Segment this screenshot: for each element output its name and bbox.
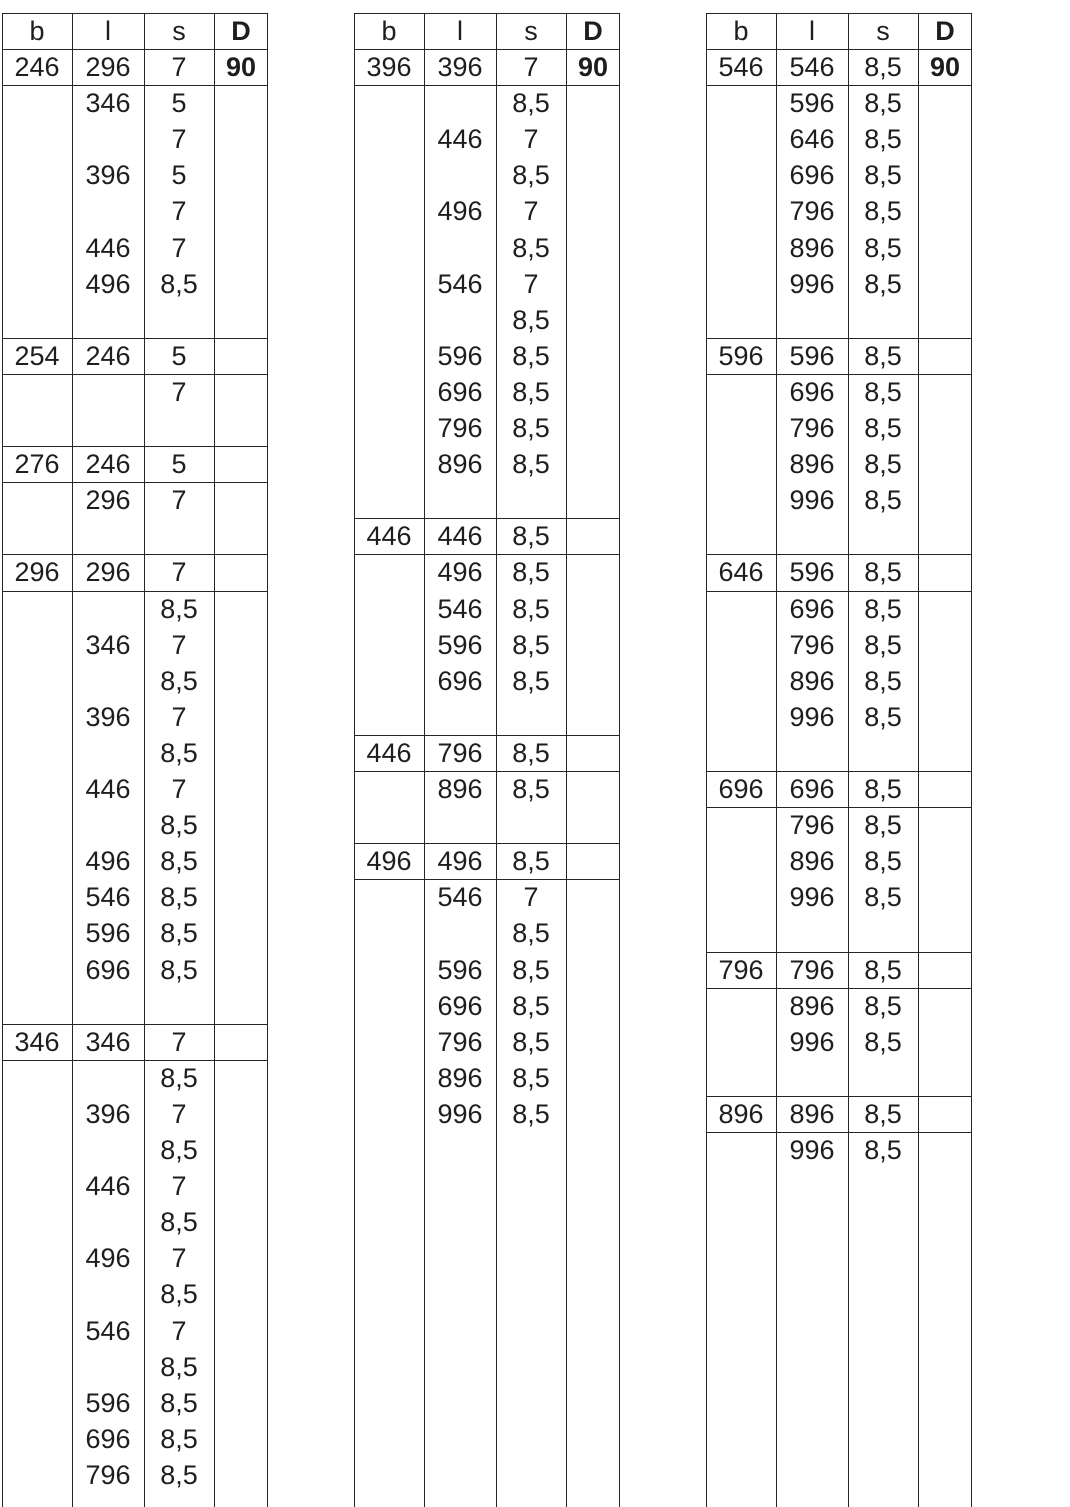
cell-s: 8,5 (864, 196, 902, 226)
cell-b: 446 (366, 738, 412, 768)
cell-s: 8,5 (512, 377, 550, 407)
cell-l: 896 (789, 233, 835, 263)
cell-s: 8,5 (160, 1063, 198, 1093)
cell-s: 8,5 (512, 630, 550, 660)
group-first-row-rule (354, 85, 620, 86)
dimension-table-1 (2, 13, 268, 1507)
cell-D: 90 (577, 52, 609, 82)
cell-l: 396 (85, 160, 131, 190)
cell-s: 8,5 (512, 160, 550, 190)
cell-b: 596 (718, 341, 764, 371)
cell-s: 8,5 (160, 269, 198, 299)
dimension-table-3 (706, 13, 972, 1507)
cell-l: 796 (437, 1027, 483, 1057)
cell-s: 8,5 (512, 846, 550, 876)
cell-s: 8,5 (512, 88, 550, 118)
cell-l: 696 (85, 1424, 131, 1454)
cell-s: 8,5 (512, 738, 550, 768)
cell-s: 7 (171, 1027, 187, 1057)
cell-l: 296 (85, 557, 131, 587)
cell-l: 596 (85, 1388, 131, 1418)
header-s: s (524, 16, 538, 46)
cell-s: 8,5 (864, 160, 902, 190)
cell-l: 896 (437, 774, 483, 804)
cell-l: 996 (437, 1099, 483, 1129)
cell-s: 7 (171, 1316, 187, 1346)
cell-l: 796 (789, 810, 835, 840)
cell-s: 8,5 (160, 1207, 198, 1237)
cell-s: 7 (171, 557, 187, 587)
cell-l: 546 (437, 594, 483, 624)
cell-b: 546 (718, 52, 764, 82)
cell-s: 8,5 (512, 1063, 550, 1093)
cell-l: 896 (437, 1063, 483, 1093)
cell-l: 696 (789, 594, 835, 624)
cell-s: 7 (523, 882, 539, 912)
cell-s: 7 (171, 1099, 187, 1129)
cell-l: 796 (789, 630, 835, 660)
cell-l: 596 (85, 918, 131, 948)
cell-s: 8,5 (160, 918, 198, 948)
cell-s: 8,5 (512, 918, 550, 948)
cell-l: 696 (789, 377, 835, 407)
cell-b: 496 (366, 846, 412, 876)
cell-s: 7 (171, 233, 187, 263)
header-b: b (733, 16, 749, 46)
cell-s: 8,5 (864, 846, 902, 876)
cell-D: 90 (225, 52, 257, 82)
cell-s: 8,5 (864, 485, 902, 515)
cell-s: 7 (171, 1243, 187, 1273)
cell-s: 7 (171, 702, 187, 732)
header-l: l (809, 16, 815, 46)
cell-l: 696 (85, 955, 131, 985)
cell-l: 596 (437, 630, 483, 660)
cell-s: 8,5 (160, 1388, 198, 1418)
cell-s: 8,5 (864, 630, 902, 660)
cell-s: 8,5 (160, 846, 198, 876)
cell-l: 496 (437, 196, 483, 226)
cell-s: 8,5 (864, 377, 902, 407)
cell-s: 8,5 (864, 955, 902, 985)
cell-s: 8,5 (864, 1099, 902, 1129)
cell-l: 996 (789, 882, 835, 912)
cell-l: 996 (789, 485, 835, 515)
cell-l: 396 (85, 1099, 131, 1129)
cell-b: 346 (14, 1027, 60, 1057)
cell-s: 7 (171, 124, 187, 154)
cell-s: 8,5 (864, 52, 902, 82)
cell-s: 8,5 (160, 1352, 198, 1382)
cell-s: 5 (171, 88, 187, 118)
cell-b: 696 (718, 774, 764, 804)
cell-l: 796 (85, 1460, 131, 1490)
cell-s: 8,5 (864, 233, 902, 263)
cell-s: 7 (171, 196, 187, 226)
cell-s: 8,5 (864, 594, 902, 624)
cell-b: 276 (14, 449, 60, 479)
cell-s: 7 (171, 774, 187, 804)
group-first-row-rule (2, 374, 268, 375)
cell-l: 896 (789, 846, 835, 876)
cell-l: 796 (437, 413, 483, 443)
cell-b: 246 (14, 52, 60, 82)
header-D: D (583, 16, 603, 46)
header-b: b (29, 16, 45, 46)
cell-l: 396 (437, 52, 483, 82)
cell-l: 446 (85, 1171, 131, 1201)
cell-l: 596 (437, 341, 483, 371)
cell-s: 8,5 (864, 774, 902, 804)
cell-s: 8,5 (512, 449, 550, 479)
cell-b: 646 (718, 557, 764, 587)
cell-s: 8,5 (160, 594, 198, 624)
cell-s: 5 (171, 160, 187, 190)
cell-l: 396 (85, 702, 131, 732)
cell-l: 296 (85, 52, 131, 82)
column-rule (214, 13, 215, 1507)
cell-l: 696 (437, 377, 483, 407)
cell-s: 8,5 (512, 955, 550, 985)
cell-l: 446 (437, 521, 483, 551)
cell-s: 7 (171, 1171, 187, 1201)
cell-l: 796 (789, 196, 835, 226)
cell-s: 8,5 (864, 124, 902, 154)
column-rule (706, 13, 707, 1507)
cell-l: 896 (789, 449, 835, 479)
cell-l: 546 (437, 882, 483, 912)
cell-l: 896 (789, 666, 835, 696)
cell-s: 8,5 (512, 1027, 550, 1057)
column-rule (971, 13, 972, 1507)
cell-s: 7 (171, 630, 187, 660)
cell-l: 546 (789, 52, 835, 82)
cell-l: 796 (789, 413, 835, 443)
cell-l: 896 (437, 449, 483, 479)
cell-s: 8,5 (160, 810, 198, 840)
cell-l: 996 (789, 1135, 835, 1165)
cell-b: 396 (366, 52, 412, 82)
cell-s: 8,5 (864, 413, 902, 443)
cell-l: 496 (437, 846, 483, 876)
cell-l: 496 (85, 269, 131, 299)
cell-l: 446 (437, 124, 483, 154)
cell-s: 8,5 (160, 1135, 198, 1165)
column-rule (267, 13, 268, 1507)
cell-s: 8,5 (160, 1279, 198, 1309)
cell-l: 996 (789, 702, 835, 732)
cell-l: 696 (789, 774, 835, 804)
header-D: D (231, 16, 251, 46)
cell-s: 8,5 (160, 1424, 198, 1454)
cell-l: 446 (85, 233, 131, 263)
cell-l: 346 (85, 1027, 131, 1057)
cell-l: 246 (85, 449, 131, 479)
cell-s: 7 (171, 377, 187, 407)
cell-s: 8,5 (512, 305, 550, 335)
cell-s: 8,5 (160, 882, 198, 912)
cell-l: 896 (789, 1099, 835, 1129)
cell-b: 254 (14, 341, 60, 371)
cell-s: 8,5 (160, 738, 198, 768)
column-rule (619, 13, 620, 1507)
cell-l: 546 (437, 269, 483, 299)
cell-s: 8,5 (512, 1099, 550, 1129)
cell-l: 496 (437, 557, 483, 587)
cell-s: 8,5 (864, 88, 902, 118)
cell-l: 496 (85, 1243, 131, 1273)
cell-s: 8,5 (864, 341, 902, 371)
cell-s: 8,5 (864, 449, 902, 479)
dimension-table-2 (354, 13, 620, 1507)
cell-s: 8,5 (160, 666, 198, 696)
cell-l: 596 (789, 341, 835, 371)
header-l: l (457, 16, 463, 46)
cell-s: 8,5 (864, 1027, 902, 1057)
cell-s: 8,5 (864, 810, 902, 840)
header-s: s (876, 16, 890, 46)
cell-s: 5 (171, 341, 187, 371)
cell-l: 796 (789, 955, 835, 985)
cell-s: 8,5 (512, 774, 550, 804)
cell-s: 8,5 (512, 341, 550, 371)
cell-s: 7 (523, 269, 539, 299)
cell-D: 90 (929, 52, 961, 82)
cell-l: 246 (85, 341, 131, 371)
cell-s: 8,5 (512, 233, 550, 263)
cell-l: 296 (85, 485, 131, 515)
cell-l: 696 (437, 666, 483, 696)
cell-l: 596 (789, 557, 835, 587)
cell-s: 8,5 (512, 557, 550, 587)
cell-l: 596 (437, 955, 483, 985)
cell-s: 7 (523, 52, 539, 82)
cell-l: 896 (789, 991, 835, 1021)
column-rule (566, 13, 567, 1507)
cell-s: 7 (523, 124, 539, 154)
cell-s: 8,5 (864, 1135, 902, 1165)
cell-l: 646 (789, 124, 835, 154)
cell-l: 346 (85, 88, 131, 118)
cell-s: 8,5 (512, 413, 550, 443)
cell-l: 346 (85, 630, 131, 660)
column-rule (918, 13, 919, 1507)
cell-l: 696 (437, 991, 483, 1021)
cell-b: 446 (366, 521, 412, 551)
cell-l: 996 (789, 269, 835, 299)
column-rule (2, 13, 3, 1507)
cell-s: 8,5 (160, 1460, 198, 1490)
cell-s: 8,5 (864, 557, 902, 587)
cell-s: 7 (171, 485, 187, 515)
cell-s: 8,5 (864, 882, 902, 912)
cell-l: 546 (85, 1316, 131, 1346)
cell-b: 896 (718, 1099, 764, 1129)
cell-l: 546 (85, 882, 131, 912)
cell-l: 696 (789, 160, 835, 190)
group-first-row-rule (2, 1060, 268, 1061)
cell-s: 8,5 (512, 521, 550, 551)
cell-s: 8,5 (864, 702, 902, 732)
cell-s: 8,5 (864, 666, 902, 696)
cell-s: 8,5 (512, 666, 550, 696)
cell-l: 796 (437, 738, 483, 768)
cell-s: 8,5 (864, 991, 902, 1021)
cell-l: 446 (85, 774, 131, 804)
cell-s: 8,5 (512, 991, 550, 1021)
cell-l: 496 (85, 846, 131, 876)
header-b: b (381, 16, 397, 46)
header-s: s (172, 16, 186, 46)
header-l: l (105, 16, 111, 46)
cell-s: 8,5 (160, 955, 198, 985)
cell-s: 7 (523, 196, 539, 226)
cell-l: 996 (789, 1027, 835, 1057)
cell-b: 296 (14, 557, 60, 587)
cell-s: 8,5 (864, 269, 902, 299)
group-first-row-rule (2, 591, 268, 592)
cell-l: 596 (789, 88, 835, 118)
cell-s: 5 (171, 449, 187, 479)
cell-s: 8,5 (512, 594, 550, 624)
cell-s: 7 (171, 52, 187, 82)
header-D: D (935, 16, 955, 46)
cell-b: 796 (718, 955, 764, 985)
